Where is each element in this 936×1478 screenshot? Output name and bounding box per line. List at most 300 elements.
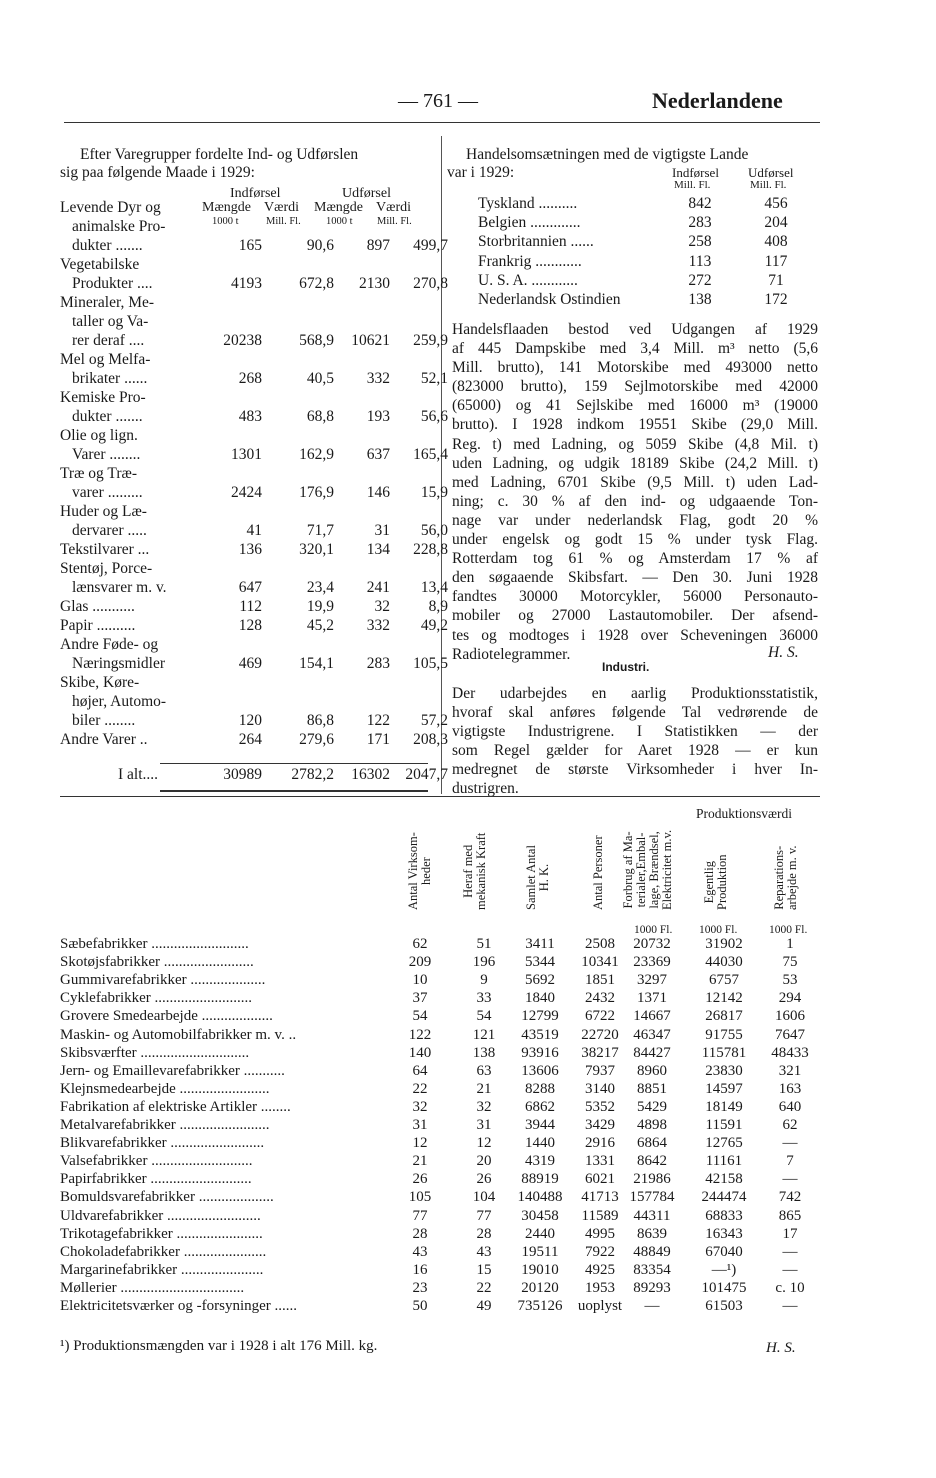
- cell: 10341: [581, 954, 619, 971]
- table-row: [60, 990, 830, 1008]
- paragraph-line: tes og modtoges i 1928 over Scheveningen 36000: [452, 626, 818, 644]
- cell: 279,6: [299, 731, 334, 748]
- cell: 640: [778, 1098, 802, 1115]
- row-label: Produkter ....: [72, 275, 153, 292]
- column-header: Indførsel: [672, 165, 719, 180]
- row-label: Bomuldsvarefabrikker ....................: [60, 1189, 274, 1206]
- cell: 735126: [517, 1298, 563, 1314]
- cell: 17: [782, 1225, 798, 1242]
- cell: 637: [366, 446, 390, 463]
- cell: 6864: [637, 1135, 667, 1152]
- column-header: Udførsel: [748, 165, 794, 180]
- row-label: brikater ......: [72, 370, 148, 387]
- cell: 469: [238, 655, 262, 672]
- row-label: Margarinefabrikker ......................: [60, 1261, 264, 1278]
- cell: 56,6: [420, 408, 448, 425]
- table-row: [478, 291, 818, 310]
- cell: 3140: [585, 1080, 615, 1097]
- cell: 5352: [585, 1098, 615, 1115]
- cell: 244474: [701, 1189, 747, 1206]
- cell: 83354: [633, 1261, 671, 1278]
- row-label: Fabrikation af elektriske Artikler ........: [60, 1098, 291, 1115]
- cell: 11161: [705, 1153, 743, 1170]
- cell: 176,9: [299, 484, 334, 501]
- row-label: Klejnsmedearbejde ........................: [60, 1080, 270, 1097]
- cell: 12765: [705, 1135, 743, 1152]
- column-header-line: Produktion: [715, 854, 729, 910]
- cell: 3944: [525, 1117, 555, 1133]
- column-group-header: Udførsel: [342, 186, 391, 201]
- cell: 77: [412, 1207, 428, 1224]
- cell: —: [782, 1171, 798, 1188]
- cell: 43519: [521, 1026, 559, 1043]
- cell: c. 10: [775, 1279, 805, 1296]
- row-label: varer .........: [72, 484, 143, 501]
- table-row: [60, 1208, 830, 1226]
- cell: 20732: [633, 936, 671, 952]
- cell: 21986: [633, 1171, 671, 1188]
- cell: 1840: [525, 990, 555, 1007]
- cell: 41713: [581, 1189, 619, 1206]
- cell: 258: [688, 233, 712, 251]
- cell: 5344: [525, 954, 555, 971]
- column-header: [407, 832, 433, 910]
- cell: 204: [764, 214, 788, 232]
- row-label: Huder og Læ-: [60, 503, 147, 520]
- row-label: Maskin- og Automobilfabrikker m. v. ..: [60, 1026, 297, 1043]
- cell: 264: [238, 731, 262, 748]
- cell: 8,9: [428, 598, 448, 615]
- cell: 138: [688, 291, 712, 308]
- signature: H. S.: [766, 1340, 796, 1356]
- column-unit: Mill. Fl.: [750, 179, 787, 191]
- table-row: [478, 272, 818, 291]
- row-label: biler ........: [72, 712, 136, 729]
- table-row: [60, 674, 430, 693]
- table-row: [60, 218, 430, 237]
- cell: —: [782, 1243, 798, 1260]
- cell: 6722: [585, 1008, 615, 1025]
- cell: 22: [476, 1279, 492, 1296]
- cell: —: [644, 1298, 660, 1314]
- table-row: [60, 936, 830, 954]
- column-header-line: mekanisk Kraft: [474, 832, 488, 910]
- column-header: [773, 846, 799, 910]
- cell: 104: [472, 1189, 496, 1206]
- column-header-line: arbejde m. v.: [785, 845, 799, 910]
- cell: 4319: [525, 1153, 555, 1170]
- paragraph-line: Der udarbejdes en aarlig Produktionsstatistik,: [452, 685, 818, 702]
- column-group-header: Produktionsværdi: [696, 806, 793, 821]
- cell: 32: [374, 598, 390, 615]
- cell: 209: [408, 954, 432, 971]
- table-row: [60, 427, 430, 446]
- row-label: Trikotagefabrikker .......................: [60, 1225, 263, 1242]
- row-label: Valsefabrikker ...........................: [60, 1153, 253, 1170]
- cell: 71: [768, 271, 784, 289]
- row-label: Mel og Melfa-: [60, 351, 151, 368]
- total-label: I alt....: [118, 766, 159, 783]
- cell: 43: [476, 1243, 492, 1260]
- cell: 4925: [585, 1261, 615, 1278]
- paragraph-line: brutto). I 1928 indkom 19551 Skibe (29,0 Mill.: [452, 416, 818, 434]
- column-header: Mængde: [202, 200, 251, 215]
- cell: 122: [366, 712, 390, 729]
- cell: 45,2: [306, 617, 334, 634]
- cell: 13,4: [420, 579, 448, 596]
- cell: 5692: [525, 972, 555, 989]
- cell: 3297: [637, 972, 667, 989]
- paragraph-line: dustrigren.: [452, 780, 519, 798]
- table-row: [60, 1135, 830, 1153]
- cell: 483: [238, 408, 262, 425]
- row-label: Varer ........: [72, 446, 141, 463]
- column-header-line: Egentlig: [702, 861, 716, 904]
- cell: 8851: [637, 1080, 667, 1097]
- cell: 157784: [629, 1189, 675, 1206]
- cell: 9: [480, 972, 488, 989]
- cell: 21: [412, 1153, 428, 1170]
- country-label: Frankrig ............: [478, 252, 582, 270]
- cell: 48433: [771, 1044, 809, 1061]
- row-label: Gummivarefabrikker ....................: [60, 972, 266, 989]
- column-unit: Mill. Fl.: [377, 216, 412, 227]
- table-row: [60, 332, 448, 351]
- cell: 32: [476, 1098, 492, 1115]
- cell: 12: [476, 1135, 492, 1152]
- row-label: Elektricitetsværker og -forsyninger ......: [60, 1298, 298, 1314]
- cell: 52,1: [420, 370, 448, 387]
- cell: 16302: [351, 766, 390, 783]
- table-top-rule: [60, 796, 820, 797]
- cell: 16: [412, 1261, 428, 1278]
- row-label: Jern- og Emaillevarefabrikker ...........: [60, 1062, 285, 1079]
- shipping-paragraph: [452, 320, 818, 664]
- cell: 12: [412, 1135, 428, 1152]
- table-row: [60, 1063, 830, 1081]
- table-row: [60, 1027, 830, 1045]
- table-intro: Efter Varegrupper fordelte Ind- og Udførslen: [80, 146, 359, 163]
- cell: 37: [412, 990, 428, 1007]
- cell: 54: [476, 1008, 492, 1025]
- table-intro: sig paa følgende Maade i 1929:: [60, 164, 255, 181]
- footnote: ¹) Produktionsmængden var i 1928 i alt 176 Mill. kg.: [60, 1338, 378, 1354]
- cell: 49,2: [420, 617, 448, 634]
- column-header-line: heder: [419, 857, 433, 885]
- cell: 122: [408, 1026, 432, 1043]
- column-header: [703, 854, 729, 910]
- cell: 193: [366, 408, 390, 425]
- table-row: [60, 370, 448, 389]
- column-header: Mængde: [314, 200, 363, 215]
- cell: 40,5: [306, 370, 334, 387]
- row-label: Chokoladefabrikker ......................: [60, 1243, 267, 1260]
- cell: 16343: [705, 1225, 743, 1242]
- cell: 20238: [223, 332, 262, 349]
- table-row: [60, 1008, 830, 1026]
- cell: 456: [764, 195, 788, 212]
- cell: —¹): [711, 1261, 737, 1278]
- column-unit: 1000 Fl.: [769, 924, 808, 936]
- table-row: [60, 1262, 830, 1280]
- cell: 2782,2: [291, 766, 334, 783]
- cell: 62: [782, 1117, 798, 1133]
- table-row: [60, 389, 430, 408]
- cell: 128: [238, 617, 262, 634]
- column-header-line: Antal Personer: [590, 835, 605, 910]
- table-row: [60, 712, 448, 731]
- cell: uoplyst: [577, 1298, 623, 1314]
- table-row: [60, 237, 448, 256]
- cell: 23: [412, 1279, 428, 1296]
- cell: 294: [778, 990, 802, 1007]
- cell: 61503: [705, 1298, 743, 1314]
- cell: 31: [374, 522, 390, 539]
- table-row: [60, 972, 830, 990]
- cell: 20: [476, 1153, 492, 1170]
- cell: 32: [412, 1098, 428, 1115]
- column-divider: [441, 136, 442, 794]
- row-label: Blikvarefabrikker .........................: [60, 1135, 265, 1152]
- table-row: [60, 313, 430, 332]
- paragraph-line: Radiotelegrammer.: [452, 645, 571, 663]
- cell: 259,9: [413, 332, 448, 349]
- cell: 18149: [705, 1098, 743, 1115]
- cell: 138: [472, 1044, 496, 1061]
- cell: 568,9: [299, 332, 334, 349]
- paragraph-line: uden Ladning, og udgik 18189 Skibe (24,2 Mill. t): [452, 454, 818, 472]
- cell: 408: [764, 233, 788, 251]
- cell: 120: [238, 712, 262, 729]
- cell: —: [782, 1298, 798, 1314]
- cell: 22720: [581, 1026, 619, 1043]
- cell: 499,7: [413, 237, 448, 254]
- cell: 1331: [585, 1153, 615, 1170]
- cell: 22: [412, 1080, 428, 1097]
- table-row: [60, 1171, 830, 1189]
- cell: 93916: [521, 1044, 559, 1061]
- paragraph-line: nage var under nederlandsk Flag, godt 20 %: [452, 511, 818, 529]
- total-rule: [160, 763, 428, 764]
- cell: 1: [786, 936, 794, 952]
- total-row: [60, 766, 448, 785]
- cell: 13606: [521, 1062, 559, 1079]
- table-row: [478, 195, 818, 214]
- table-row: [60, 693, 430, 712]
- row-label: dukter .......: [72, 237, 143, 254]
- cell: 272: [688, 271, 712, 289]
- cell: —: [782, 1135, 798, 1152]
- cell: 23,4: [306, 579, 334, 596]
- cell: 270,8: [413, 275, 448, 292]
- cell: 208,3: [413, 731, 448, 748]
- cell: 7937: [585, 1062, 615, 1079]
- table-row: [60, 1117, 830, 1135]
- cell: 171: [366, 731, 390, 748]
- paragraph-line: af 445 Dampskibe med 3,4 Mill. m³ netto (5,6: [452, 340, 818, 358]
- cell: 89293: [633, 1279, 671, 1296]
- cell: 115781: [701, 1044, 747, 1061]
- cell: 28: [412, 1225, 428, 1242]
- table-row: [60, 1099, 830, 1117]
- column-header-line: terialer,Embal-: [634, 832, 648, 908]
- column-header: [592, 835, 605, 910]
- cell: 57,2: [420, 712, 448, 729]
- cell: 165,4: [413, 446, 448, 463]
- cell: 71,7: [306, 522, 334, 539]
- table-row: [60, 503, 430, 522]
- country-label: U. S. A. ............: [478, 271, 578, 289]
- table-row: [478, 233, 818, 252]
- cell: 62: [412, 936, 428, 952]
- paragraph-line: Mill. brutto), 141 Motorskibe med 493000 netto: [452, 359, 818, 377]
- column-header-line: Reparations-: [772, 845, 786, 910]
- table-row: [60, 731, 448, 750]
- cell: 647: [238, 579, 262, 596]
- table-row: [60, 351, 430, 370]
- cell: 2424: [231, 484, 262, 501]
- table-row: [60, 1189, 830, 1207]
- row-label: Træ og Træ-: [60, 465, 137, 482]
- paragraph-line: ning; c. 30 % af den ind- og udgaaende Ton-: [452, 492, 818, 510]
- row-label: lænsvarer m. v.: [72, 579, 167, 596]
- cell: 241: [366, 579, 390, 596]
- cell: 19511: [521, 1243, 559, 1260]
- cell: 23830: [705, 1062, 743, 1079]
- column-unit: 1000 Fl.: [634, 924, 673, 936]
- cell: 672,8: [299, 275, 334, 292]
- cell: 49: [476, 1298, 492, 1314]
- column-header: [622, 830, 674, 910]
- paragraph-line: under engelsk og godt 15 % under tysk Flag.: [452, 531, 818, 549]
- cell: 64: [412, 1062, 428, 1079]
- row-label: animalske Pro-: [72, 218, 166, 235]
- cell: 2440: [525, 1225, 555, 1242]
- row-label: Skibe, Køre-: [60, 674, 140, 691]
- column-unit: Mill. Fl.: [674, 179, 711, 191]
- row-label: Andre Føde- og: [60, 636, 159, 653]
- cell: 320,1: [299, 541, 334, 558]
- row-label: taller og Va-: [72, 313, 149, 330]
- cell: 897: [366, 237, 390, 254]
- cell: 283: [366, 655, 390, 672]
- table-row: [60, 1298, 830, 1316]
- cell: 12799: [521, 1008, 559, 1025]
- cell: 26817: [705, 1008, 743, 1025]
- table-row: [60, 275, 448, 294]
- cell: 26: [412, 1171, 428, 1188]
- column-unit: Mill. Fl.: [266, 216, 301, 227]
- paragraph-line: Rotterdam tog 61 % og Amsterdam 17 % af: [452, 550, 818, 568]
- table-row: [60, 655, 448, 674]
- column-header-line: Samlet Antal: [524, 845, 538, 910]
- cell: 283: [688, 214, 712, 232]
- cell: 88919: [521, 1171, 559, 1188]
- cell: 6862: [525, 1098, 555, 1115]
- cell: 38217: [581, 1044, 619, 1061]
- cell: 865: [778, 1207, 802, 1224]
- cell: 268: [238, 370, 262, 387]
- country-label: Tyskland ..........: [478, 195, 578, 212]
- column-header-line: Heraf med: [461, 844, 475, 898]
- paragraph-line: hvoraf skal anføres følgende Tal vedrørende de: [452, 704, 818, 722]
- cell: 113: [688, 252, 712, 270]
- cell: 68833: [705, 1207, 743, 1224]
- cell: 63: [476, 1062, 492, 1079]
- cell: 77: [476, 1207, 492, 1224]
- cell: 4193: [231, 275, 262, 292]
- cell: 3429: [585, 1117, 615, 1133]
- table-row: [60, 1081, 830, 1099]
- cell: 742: [778, 1189, 802, 1206]
- paragraph-line: Reg. t) med Ladning, og 5059 Skibe (4,8 Mil. t): [452, 435, 818, 453]
- table-intro: Handelsomsætningen med de vigtigste Lande: [466, 146, 749, 163]
- row-label: Næringsmidler: [72, 655, 165, 672]
- paragraph-line: fandtes 30000 Motorcykler, 56000 Personauto-: [452, 588, 818, 606]
- cell: 31902: [705, 936, 743, 952]
- cell: 68,8: [306, 408, 334, 425]
- cell: 7: [786, 1153, 794, 1170]
- cell: 140488: [517, 1189, 563, 1206]
- cell: 6757: [709, 972, 739, 989]
- cell: 30458: [521, 1207, 559, 1224]
- table-row: [60, 484, 448, 503]
- cell: 31: [476, 1117, 492, 1133]
- cell: 10621: [351, 332, 390, 349]
- cell: 5429: [637, 1098, 667, 1115]
- table-row: [60, 560, 430, 579]
- column-header-line: Antal Virksom-: [406, 832, 420, 910]
- cell: 7922: [585, 1243, 615, 1260]
- table-row: [60, 954, 830, 972]
- cell: 44311: [633, 1207, 671, 1224]
- cell: 1440: [525, 1135, 555, 1152]
- paragraph-line: Handelsflaaden bestod ved Udgangen af 1929: [452, 321, 818, 338]
- table-row: [60, 636, 430, 655]
- cell: 117: [764, 252, 788, 270]
- column-header-line: Forbrug af Ma-: [621, 831, 635, 909]
- cell: 2916: [585, 1135, 615, 1152]
- country-label: Storbritannien ......: [478, 233, 594, 251]
- cell: 90,6: [306, 237, 334, 254]
- table-row: [60, 465, 430, 484]
- cell: 31: [412, 1117, 428, 1133]
- cell: 41: [246, 522, 262, 539]
- table-row: [60, 598, 448, 617]
- column-header-line: H. K.: [537, 863, 551, 892]
- cell: 162,9: [299, 446, 334, 463]
- table-row: [60, 1280, 830, 1298]
- cell: 2047,7: [405, 766, 448, 783]
- row-label: dukter .......: [72, 408, 143, 425]
- row-label: Stentøj, Porce-: [60, 560, 153, 577]
- table-row: [60, 522, 448, 541]
- cell: 134: [366, 541, 390, 558]
- cell: 2432: [585, 990, 615, 1007]
- row-label: Sæbefabrikker ..........................: [60, 936, 249, 952]
- paragraph-line: mobiler og 27000 Lastautomobiler. Der afsend-: [452, 607, 818, 625]
- row-label: Tekstilvarer ...: [60, 541, 150, 558]
- cell: 51: [476, 936, 492, 952]
- cell: 4995: [585, 1225, 615, 1242]
- cell: 67040: [705, 1243, 743, 1260]
- cell: 140: [408, 1044, 432, 1061]
- cell: 11589: [581, 1207, 619, 1224]
- cell: 228,8: [413, 541, 448, 558]
- row-label: Grovere Smedearbejde ...................: [60, 1008, 273, 1025]
- row-label: Glas ...........: [60, 598, 135, 615]
- cell: 12142: [705, 990, 743, 1007]
